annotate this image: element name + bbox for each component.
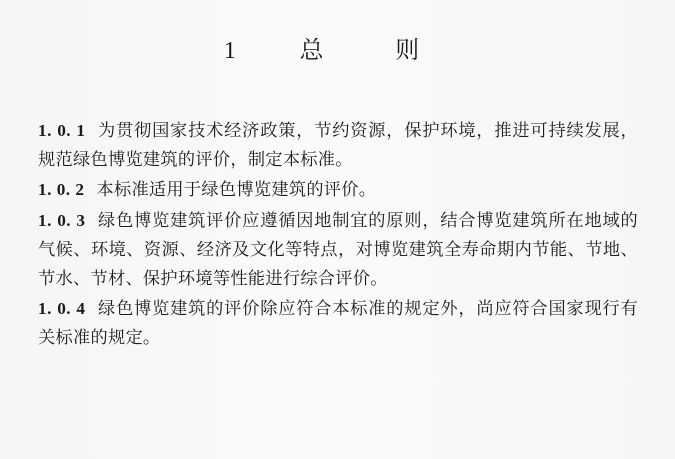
clause-text: 绿色博览建筑评价应遵循因地制宜的原则，结合博览建筑所在地域的气候、环境、资源、经济及文化等特点，对博览建筑全寿命期内节能、节地、节水、节材、保护环境等性能进行综合评价。	[38, 210, 638, 290]
clause-1-0-2	[38, 175, 638, 205]
clause-number: 1. 0. 3	[38, 210, 86, 230]
clause-text: 为贯彻国家技术经济政策，节约资源，保护环境，推进可持续发展，规范绿色博览建筑的评价，制定本标准。	[38, 121, 638, 171]
chapter-title-char-2: 则	[395, 36, 422, 64]
chapter-number: 1	[223, 38, 238, 64]
chapter-title-char-1: 总	[299, 36, 326, 64]
clause-number: 1. 0. 2	[38, 180, 85, 200]
clause-text: 绿色博览建筑的评价除应符合本标准的规定外，尚应符合国家现行有关标准的规定。	[38, 299, 638, 349]
clause-text: 本标准适用于绿色博览建筑的评价。	[96, 180, 377, 201]
clause-1-0-4	[38, 294, 638, 353]
chapter-heading	[0, 30, 675, 65]
clause-number: 1. 0. 4	[38, 299, 86, 319]
clause-1-0-3	[38, 206, 638, 295]
clause-list	[38, 116, 638, 354]
clause-1-0-1	[38, 116, 638, 175]
clause-number: 1. 0. 1	[38, 121, 86, 140]
